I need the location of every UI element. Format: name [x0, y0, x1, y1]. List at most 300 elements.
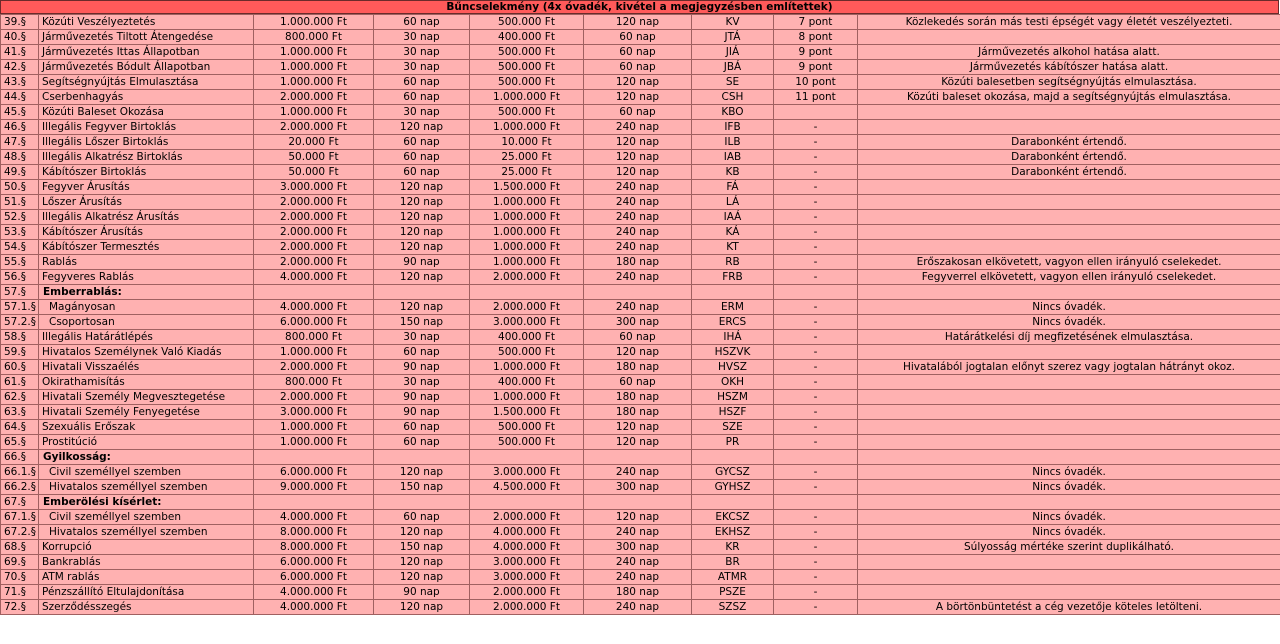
points-cell[interactable]: -: [774, 270, 858, 285]
code-cell[interactable]: BR: [692, 555, 774, 570]
crime-name-cell[interactable]: Hivatalos személlyel szemben: [39, 525, 254, 540]
crime-name-cell[interactable]: Járművezetés Ittas Állapotban: [39, 45, 254, 60]
bail-fine-cell[interactable]: 500.000 Ft: [470, 60, 584, 75]
fine-cell[interactable]: 6.000.000 Ft: [254, 555, 374, 570]
section-cell[interactable]: 53.§: [1, 225, 39, 240]
bail-prison-cell[interactable]: 60 nap: [584, 105, 692, 120]
section-cell[interactable]: 55.§: [1, 255, 39, 270]
section-cell[interactable]: 67.2.§: [1, 525, 39, 540]
code-cell[interactable]: ILB: [692, 135, 774, 150]
bail-fine-cell[interactable]: 1.000.000 Ft: [470, 255, 584, 270]
prison-cell[interactable]: 90 nap: [374, 585, 470, 600]
note-cell[interactable]: [858, 180, 1280, 195]
section-cell[interactable]: 39.§: [1, 15, 39, 30]
crime-name-cell[interactable]: Segítségnyújtás Elmulasztása: [39, 75, 254, 90]
note-cell[interactable]: Darabonként értendő.: [858, 135, 1280, 150]
bail-prison-cell[interactable]: 240 nap: [584, 465, 692, 480]
fine-cell[interactable]: 6.000.000 Ft: [254, 315, 374, 330]
bail-fine-cell[interactable]: 1.500.000 Ft: [470, 180, 584, 195]
bail-fine-cell[interactable]: 4.500.000 Ft: [470, 480, 584, 495]
code-cell[interactable]: [692, 285, 774, 300]
bail-prison-cell[interactable]: 180 nap: [584, 405, 692, 420]
points-cell[interactable]: -: [774, 435, 858, 450]
points-cell[interactable]: [774, 495, 858, 510]
points-cell[interactable]: -: [774, 345, 858, 360]
points-cell[interactable]: 9 pont: [774, 60, 858, 75]
bail-fine-cell[interactable]: 10.000 Ft: [470, 135, 584, 150]
bail-prison-cell[interactable]: 300 nap: [584, 540, 692, 555]
points-cell[interactable]: 11 pont: [774, 90, 858, 105]
fine-cell[interactable]: 1.000.000 Ft: [254, 75, 374, 90]
bail-prison-cell[interactable]: 240 nap: [584, 555, 692, 570]
note-cell[interactable]: [858, 435, 1280, 450]
bail-fine-cell[interactable]: 500.000 Ft: [470, 45, 584, 60]
bail-fine-cell[interactable]: [470, 285, 584, 300]
bail-fine-cell[interactable]: 2.000.000 Ft: [470, 270, 584, 285]
prison-cell[interactable]: [374, 495, 470, 510]
section-cell[interactable]: 66.1.§: [1, 465, 39, 480]
bail-prison-cell[interactable]: 240 nap: [584, 180, 692, 195]
fine-cell[interactable]: 4.000.000 Ft: [254, 585, 374, 600]
bail-fine-cell[interactable]: 25.000 Ft: [470, 150, 584, 165]
crime-name-cell[interactable]: Emberrablás:: [39, 285, 254, 300]
fine-cell[interactable]: 4.000.000 Ft: [254, 300, 374, 315]
fine-cell[interactable]: 6.000.000 Ft: [254, 570, 374, 585]
bail-fine-cell[interactable]: 1.000.000 Ft: [470, 240, 584, 255]
crime-name-cell[interactable]: Civil személlyel szemben: [39, 465, 254, 480]
code-cell[interactable]: OKH: [692, 375, 774, 390]
fine-cell[interactable]: 4.000.000 Ft: [254, 270, 374, 285]
fine-cell[interactable]: 4.000.000 Ft: [254, 510, 374, 525]
prison-cell[interactable]: 60 nap: [374, 90, 470, 105]
prison-cell[interactable]: 120 nap: [374, 300, 470, 315]
bail-prison-cell[interactable]: 180 nap: [584, 255, 692, 270]
bail-fine-cell[interactable]: 1.500.000 Ft: [470, 405, 584, 420]
crime-name-cell[interactable]: Illegális Alkatrész Árusítás: [39, 210, 254, 225]
prison-cell[interactable]: 90 nap: [374, 405, 470, 420]
note-cell[interactable]: Nincs óvadék.: [858, 300, 1280, 315]
bail-fine-cell[interactable]: 500.000 Ft: [470, 435, 584, 450]
section-cell[interactable]: 43.§: [1, 75, 39, 90]
note-cell[interactable]: Erőszakosan elkövetett, vagyon ellen irányuló cselekedet.: [858, 255, 1280, 270]
note-cell[interactable]: Nincs óvadék.: [858, 480, 1280, 495]
crime-name-cell[interactable]: Illegális Fegyver Birtoklás: [39, 120, 254, 135]
bail-prison-cell[interactable]: 240 nap: [584, 600, 692, 615]
fine-cell[interactable]: 800.000 Ft: [254, 330, 374, 345]
bail-prison-cell[interactable]: 240 nap: [584, 570, 692, 585]
prison-cell[interactable]: 60 nap: [374, 75, 470, 90]
bail-prison-cell[interactable]: 120 nap: [584, 435, 692, 450]
section-cell[interactable]: 45.§: [1, 105, 39, 120]
bail-prison-cell[interactable]: 60 nap: [584, 330, 692, 345]
note-cell[interactable]: Darabonként értendő.: [858, 165, 1280, 180]
points-cell[interactable]: -: [774, 240, 858, 255]
points-cell[interactable]: -: [774, 120, 858, 135]
bail-prison-cell[interactable]: 120 nap: [584, 345, 692, 360]
points-cell[interactable]: 10 pont: [774, 75, 858, 90]
points-cell[interactable]: -: [774, 405, 858, 420]
fine-cell[interactable]: 2.000.000 Ft: [254, 390, 374, 405]
code-cell[interactable]: GYHSZ: [692, 480, 774, 495]
bail-prison-cell[interactable]: 60 nap: [584, 30, 692, 45]
prison-cell[interactable]: 120 nap: [374, 555, 470, 570]
fine-cell[interactable]: [254, 450, 374, 465]
bail-fine-cell[interactable]: 2.000.000 Ft: [470, 300, 584, 315]
crime-name-cell[interactable]: Fegyveres Rablás: [39, 270, 254, 285]
prison-cell[interactable]: 120 nap: [374, 525, 470, 540]
section-cell[interactable]: 50.§: [1, 180, 39, 195]
bail-fine-cell[interactable]: 25.000 Ft: [470, 165, 584, 180]
bail-prison-cell[interactable]: 240 nap: [584, 240, 692, 255]
points-cell[interactable]: -: [774, 300, 858, 315]
crime-name-cell[interactable]: ATM rablás: [39, 570, 254, 585]
crime-name-cell[interactable]: Illegális Lőszer Birtoklás: [39, 135, 254, 150]
points-cell[interactable]: -: [774, 540, 858, 555]
section-cell[interactable]: 51.§: [1, 195, 39, 210]
prison-cell[interactable]: 120 nap: [374, 270, 470, 285]
note-cell[interactable]: Nincs óvadék.: [858, 525, 1280, 540]
section-cell[interactable]: 68.§: [1, 540, 39, 555]
prison-cell[interactable]: 120 nap: [374, 465, 470, 480]
note-cell[interactable]: Nincs óvadék.: [858, 315, 1280, 330]
code-cell[interactable]: PSZE: [692, 585, 774, 600]
points-cell[interactable]: -: [774, 135, 858, 150]
bail-prison-cell[interactable]: 120 nap: [584, 15, 692, 30]
fine-cell[interactable]: 6.000.000 Ft: [254, 465, 374, 480]
prison-cell[interactable]: 120 nap: [374, 570, 470, 585]
code-cell[interactable]: SE: [692, 75, 774, 90]
code-cell[interactable]: KT: [692, 240, 774, 255]
prison-cell[interactable]: 120 nap: [374, 600, 470, 615]
bail-prison-cell[interactable]: 120 nap: [584, 510, 692, 525]
bail-fine-cell[interactable]: 1.000.000 Ft: [470, 225, 584, 240]
bail-fine-cell[interactable]: 400.000 Ft: [470, 375, 584, 390]
code-cell[interactable]: KBO: [692, 105, 774, 120]
crime-name-cell[interactable]: Magányosan: [39, 300, 254, 315]
bail-fine-cell[interactable]: 1.000.000 Ft: [470, 90, 584, 105]
bail-fine-cell[interactable]: 2.000.000 Ft: [470, 510, 584, 525]
prison-cell[interactable]: 30 nap: [374, 45, 470, 60]
section-cell[interactable]: 62.§: [1, 390, 39, 405]
section-cell[interactable]: 72.§: [1, 600, 39, 615]
bail-prison-cell[interactable]: 240 nap: [584, 225, 692, 240]
code-cell[interactable]: LÁ: [692, 195, 774, 210]
fine-cell[interactable]: 1.000.000 Ft: [254, 105, 374, 120]
points-cell[interactable]: -: [774, 330, 858, 345]
bail-fine-cell[interactable]: 2.000.000 Ft: [470, 600, 584, 615]
fine-cell[interactable]: 2.000.000 Ft: [254, 255, 374, 270]
points-cell[interactable]: -: [774, 315, 858, 330]
bail-fine-cell[interactable]: 4.000.000 Ft: [470, 540, 584, 555]
bail-fine-cell[interactable]: 3.000.000 Ft: [470, 555, 584, 570]
bail-prison-cell[interactable]: 120 nap: [584, 150, 692, 165]
fine-cell[interactable]: 800.000 Ft: [254, 375, 374, 390]
bail-prison-cell[interactable]: 240 nap: [584, 525, 692, 540]
note-cell[interactable]: [858, 285, 1280, 300]
bail-prison-cell[interactable]: 120 nap: [584, 135, 692, 150]
crime-name-cell[interactable]: Szexuális Erőszak: [39, 420, 254, 435]
fine-cell[interactable]: 1.000.000 Ft: [254, 420, 374, 435]
code-cell[interactable]: IAB: [692, 150, 774, 165]
code-cell[interactable]: HVSZ: [692, 360, 774, 375]
crime-name-cell[interactable]: Csoportosan: [39, 315, 254, 330]
code-cell[interactable]: CSH: [692, 90, 774, 105]
prison-cell[interactable]: 30 nap: [374, 30, 470, 45]
bail-prison-cell[interactable]: 60 nap: [584, 375, 692, 390]
crime-name-cell[interactable]: Hivatalos személlyel szemben: [39, 480, 254, 495]
section-cell[interactable]: 47.§: [1, 135, 39, 150]
code-cell[interactable]: [692, 450, 774, 465]
prison-cell[interactable]: [374, 285, 470, 300]
points-cell[interactable]: [774, 105, 858, 120]
bail-prison-cell[interactable]: [584, 285, 692, 300]
prison-cell[interactable]: 30 nap: [374, 60, 470, 75]
bail-fine-cell[interactable]: 400.000 Ft: [470, 330, 584, 345]
code-cell[interactable]: HSZVK: [692, 345, 774, 360]
section-cell[interactable]: 41.§: [1, 45, 39, 60]
crime-name-cell[interactable]: Bankrablás: [39, 555, 254, 570]
note-cell[interactable]: [858, 120, 1280, 135]
section-cell[interactable]: 46.§: [1, 120, 39, 135]
note-cell[interactable]: Közúti balesetben segítségnyújtás elmulasztása.: [858, 75, 1280, 90]
fine-cell[interactable]: 2.000.000 Ft: [254, 210, 374, 225]
code-cell[interactable]: EKHSZ: [692, 525, 774, 540]
fine-cell[interactable]: 2.000.000 Ft: [254, 120, 374, 135]
prison-cell[interactable]: 60 nap: [374, 15, 470, 30]
bail-prison-cell[interactable]: [584, 495, 692, 510]
bail-prison-cell[interactable]: 60 nap: [584, 60, 692, 75]
crime-name-cell[interactable]: Hivatali Visszaélés: [39, 360, 254, 375]
fine-cell[interactable]: 50.000 Ft: [254, 165, 374, 180]
section-cell[interactable]: 58.§: [1, 330, 39, 345]
section-cell[interactable]: 61.§: [1, 375, 39, 390]
code-cell[interactable]: SZE: [692, 420, 774, 435]
points-cell[interactable]: -: [774, 570, 858, 585]
crime-name-cell[interactable]: Járművezetés Bódult Állapotban: [39, 60, 254, 75]
fine-cell[interactable]: 20.000 Ft: [254, 135, 374, 150]
crime-name-cell[interactable]: Járművezetés Tiltott Átengedése: [39, 30, 254, 45]
note-cell[interactable]: [858, 225, 1280, 240]
prison-cell[interactable]: 60 nap: [374, 150, 470, 165]
section-cell[interactable]: 57.§: [1, 285, 39, 300]
crime-name-cell[interactable]: Közúti Baleset Okozása: [39, 105, 254, 120]
bail-prison-cell[interactable]: 180 nap: [584, 390, 692, 405]
bail-prison-cell[interactable]: 240 nap: [584, 195, 692, 210]
prison-cell[interactable]: 120 nap: [374, 225, 470, 240]
points-cell[interactable]: -: [774, 360, 858, 375]
crime-name-cell[interactable]: Illegális Határátlépés: [39, 330, 254, 345]
prison-cell[interactable]: [374, 450, 470, 465]
bail-fine-cell[interactable]: 500.000 Ft: [470, 105, 584, 120]
note-cell[interactable]: [858, 375, 1280, 390]
fine-cell[interactable]: 4.000.000 Ft: [254, 600, 374, 615]
bail-prison-cell[interactable]: 300 nap: [584, 315, 692, 330]
section-cell[interactable]: 65.§: [1, 435, 39, 450]
points-cell[interactable]: -: [774, 465, 858, 480]
crime-name-cell[interactable]: Rablás: [39, 255, 254, 270]
fine-cell[interactable]: 2.000.000 Ft: [254, 195, 374, 210]
prison-cell[interactable]: 30 nap: [374, 330, 470, 345]
bail-fine-cell[interactable]: 500.000 Ft: [470, 75, 584, 90]
crime-name-cell[interactable]: Pénzszállító Eltulajdonítása: [39, 585, 254, 600]
bail-fine-cell[interactable]: [470, 450, 584, 465]
prison-cell[interactable]: 90 nap: [374, 360, 470, 375]
crime-name-cell[interactable]: Emberölési kísérlet:: [39, 495, 254, 510]
code-cell[interactable]: HSZF: [692, 405, 774, 420]
prison-cell[interactable]: 90 nap: [374, 255, 470, 270]
section-cell[interactable]: 40.§: [1, 30, 39, 45]
prison-cell[interactable]: 120 nap: [374, 195, 470, 210]
points-cell[interactable]: -: [774, 375, 858, 390]
fine-cell[interactable]: 1.000.000 Ft: [254, 45, 374, 60]
code-cell[interactable]: IAÁ: [692, 210, 774, 225]
points-cell[interactable]: -: [774, 525, 858, 540]
points-cell[interactable]: -: [774, 390, 858, 405]
section-cell[interactable]: 66.2.§: [1, 480, 39, 495]
code-cell[interactable]: FÁ: [692, 180, 774, 195]
code-cell[interactable]: HSZM: [692, 390, 774, 405]
bail-fine-cell[interactable]: 500.000 Ft: [470, 420, 584, 435]
section-cell[interactable]: 69.§: [1, 555, 39, 570]
crime-name-cell[interactable]: Kábítószer Termesztés: [39, 240, 254, 255]
crime-name-cell[interactable]: Szerződésszegés: [39, 600, 254, 615]
code-cell[interactable]: IHÁ: [692, 330, 774, 345]
crime-name-cell[interactable]: Fegyver Árusítás: [39, 180, 254, 195]
bail-fine-cell[interactable]: 1.000.000 Ft: [470, 390, 584, 405]
note-cell[interactable]: Hivatalából jogtalan előnyt szerez vagy jogtalan hátrányt okoz.: [858, 360, 1280, 375]
bail-prison-cell[interactable]: [584, 450, 692, 465]
prison-cell[interactable]: 30 nap: [374, 375, 470, 390]
points-cell[interactable]: -: [774, 180, 858, 195]
fine-cell[interactable]: 2.000.000 Ft: [254, 90, 374, 105]
crime-name-cell[interactable]: Gyilkosság:: [39, 450, 254, 465]
points-cell[interactable]: -: [774, 555, 858, 570]
section-cell[interactable]: 67.1.§: [1, 510, 39, 525]
section-cell[interactable]: 59.§: [1, 345, 39, 360]
note-cell[interactable]: [858, 105, 1280, 120]
prison-cell[interactable]: 120 nap: [374, 180, 470, 195]
prison-cell[interactable]: 90 nap: [374, 390, 470, 405]
section-cell[interactable]: 60.§: [1, 360, 39, 375]
note-cell[interactable]: [858, 405, 1280, 420]
crime-name-cell[interactable]: Okirathamisítás: [39, 375, 254, 390]
bail-fine-cell[interactable]: 400.000 Ft: [470, 30, 584, 45]
bail-prison-cell[interactable]: 60 nap: [584, 45, 692, 60]
bail-fine-cell[interactable]: 4.000.000 Ft: [470, 525, 584, 540]
code-cell[interactable]: SZSZ: [692, 600, 774, 615]
prison-cell[interactable]: 120 nap: [374, 120, 470, 135]
code-cell[interactable]: KV: [692, 15, 774, 30]
fine-cell[interactable]: 2.000.000 Ft: [254, 240, 374, 255]
note-cell[interactable]: Fegyverrel elkövetett, vagyon ellen irányuló cselekedet.: [858, 270, 1280, 285]
fine-cell[interactable]: 9.000.000 Ft: [254, 480, 374, 495]
bail-prison-cell[interactable]: 240 nap: [584, 210, 692, 225]
crime-name-cell[interactable]: Hivatali Személy Fenyegetése: [39, 405, 254, 420]
note-cell[interactable]: [858, 30, 1280, 45]
points-cell[interactable]: -: [774, 255, 858, 270]
section-cell[interactable]: 48.§: [1, 150, 39, 165]
prison-cell[interactable]: 150 nap: [374, 480, 470, 495]
note-cell[interactable]: Súlyosság mértéke szerint duplikálható.: [858, 540, 1280, 555]
prison-cell[interactable]: 60 nap: [374, 345, 470, 360]
section-cell[interactable]: 63.§: [1, 405, 39, 420]
bail-prison-cell[interactable]: 180 nap: [584, 360, 692, 375]
bail-prison-cell[interactable]: 300 nap: [584, 480, 692, 495]
points-cell[interactable]: 8 pont: [774, 30, 858, 45]
code-cell[interactable]: ERM: [692, 300, 774, 315]
points-cell[interactable]: -: [774, 165, 858, 180]
crime-name-cell[interactable]: Kábítószer Birtoklás: [39, 165, 254, 180]
code-cell[interactable]: JIÁ: [692, 45, 774, 60]
prison-cell[interactable]: 30 nap: [374, 105, 470, 120]
bail-prison-cell[interactable]: 120 nap: [584, 90, 692, 105]
prison-cell[interactable]: 60 nap: [374, 420, 470, 435]
crime-name-cell[interactable]: Cserbenhagyás: [39, 90, 254, 105]
note-cell[interactable]: [858, 240, 1280, 255]
crime-name-cell[interactable]: Korrupció: [39, 540, 254, 555]
crime-name-cell[interactable]: Illegális Alkatrész Birtoklás: [39, 150, 254, 165]
points-cell[interactable]: -: [774, 480, 858, 495]
section-cell[interactable]: 52.§: [1, 210, 39, 225]
fine-cell[interactable]: 1.000.000 Ft: [254, 60, 374, 75]
points-cell[interactable]: 9 pont: [774, 45, 858, 60]
bail-prison-cell[interactable]: 120 nap: [584, 75, 692, 90]
crime-name-cell[interactable]: Civil személlyel szemben: [39, 510, 254, 525]
points-cell[interactable]: -: [774, 510, 858, 525]
note-cell[interactable]: [858, 210, 1280, 225]
prison-cell[interactable]: 60 nap: [374, 135, 470, 150]
section-cell[interactable]: 49.§: [1, 165, 39, 180]
note-cell[interactable]: [858, 585, 1280, 600]
code-cell[interactable]: IFB: [692, 120, 774, 135]
section-cell[interactable]: 67.§: [1, 495, 39, 510]
prison-cell[interactable]: 120 nap: [374, 240, 470, 255]
bail-fine-cell[interactable]: 1.000.000 Ft: [470, 210, 584, 225]
prison-cell[interactable]: 120 nap: [374, 210, 470, 225]
bail-fine-cell[interactable]: 2.000.000 Ft: [470, 585, 584, 600]
code-cell[interactable]: KR: [692, 540, 774, 555]
section-cell[interactable]: 66.§: [1, 450, 39, 465]
points-cell[interactable]: 7 pont: [774, 15, 858, 30]
fine-cell[interactable]: 2.000.000 Ft: [254, 225, 374, 240]
section-cell[interactable]: 57.2.§: [1, 315, 39, 330]
points-cell[interactable]: -: [774, 150, 858, 165]
section-cell[interactable]: 44.§: [1, 90, 39, 105]
code-cell[interactable]: EKCSZ: [692, 510, 774, 525]
bail-fine-cell[interactable]: 500.000 Ft: [470, 15, 584, 30]
code-cell[interactable]: PR: [692, 435, 774, 450]
bail-prison-cell[interactable]: 180 nap: [584, 585, 692, 600]
bail-prison-cell[interactable]: 120 nap: [584, 420, 692, 435]
note-cell[interactable]: Közlekedés során más testi épségét vagy életét veszélyezteti.: [858, 15, 1280, 30]
prison-cell[interactable]: 150 nap: [374, 540, 470, 555]
crime-name-cell[interactable]: Hivatalos Személynek Való Kiadás: [39, 345, 254, 360]
bail-fine-cell[interactable]: 3.000.000 Ft: [470, 570, 584, 585]
fine-cell[interactable]: 50.000 Ft: [254, 150, 374, 165]
section-cell[interactable]: 64.§: [1, 420, 39, 435]
bail-prison-cell[interactable]: 240 nap: [584, 120, 692, 135]
bail-fine-cell[interactable]: 3.000.000 Ft: [470, 315, 584, 330]
bail-fine-cell[interactable]: 1.000.000 Ft: [470, 120, 584, 135]
fine-cell[interactable]: 1.000.000 Ft: [254, 345, 374, 360]
note-cell[interactable]: [858, 495, 1280, 510]
points-cell[interactable]: -: [774, 420, 858, 435]
note-cell[interactable]: Járművezetés kábítószer hatása alatt.: [858, 60, 1280, 75]
bail-fine-cell[interactable]: [470, 495, 584, 510]
section-cell[interactable]: 71.§: [1, 585, 39, 600]
fine-cell[interactable]: 2.000.000 Ft: [254, 360, 374, 375]
bail-fine-cell[interactable]: 1.000.000 Ft: [470, 195, 584, 210]
